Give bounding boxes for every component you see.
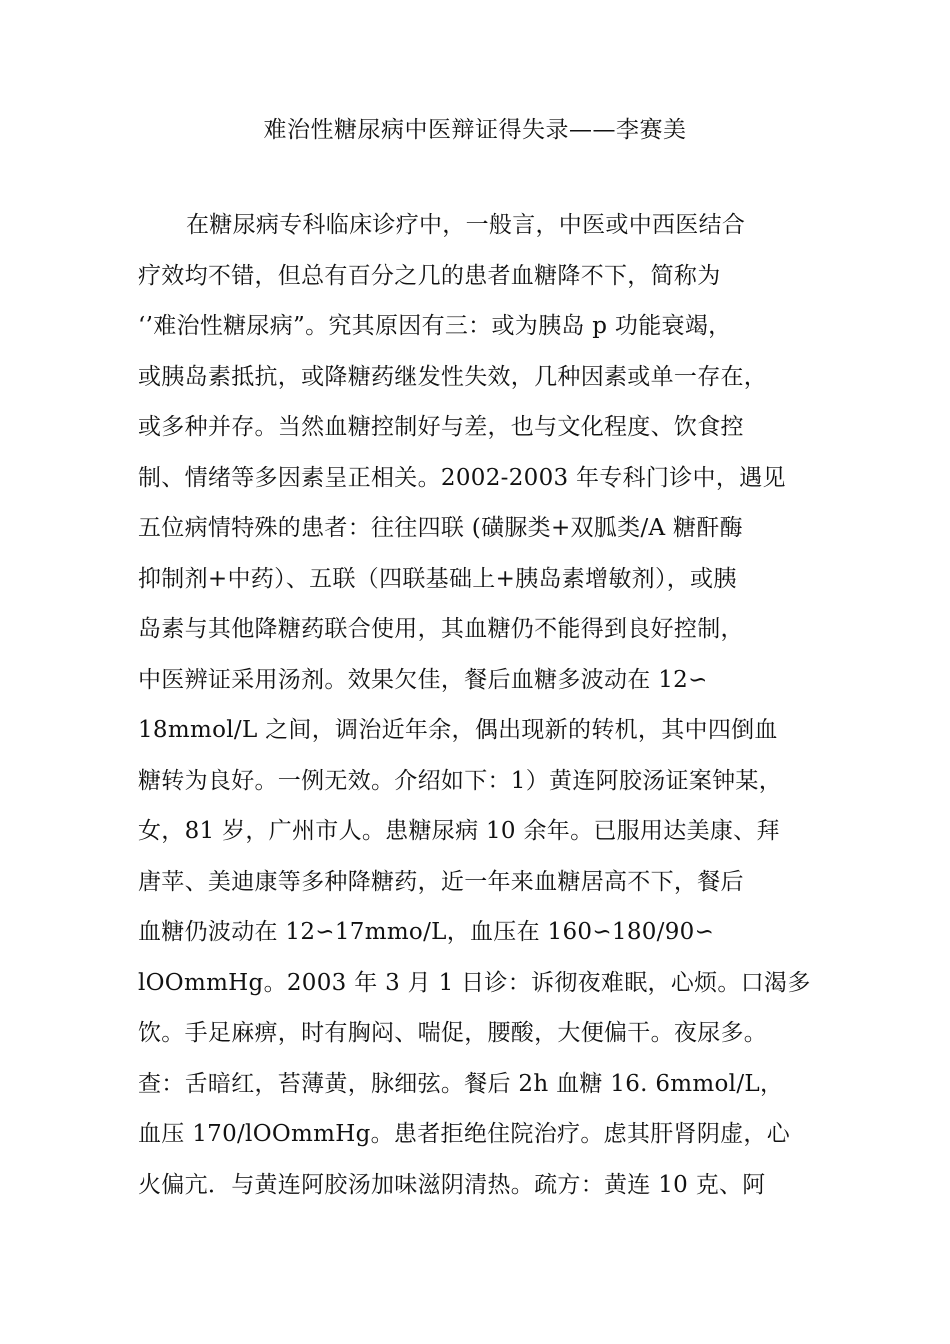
paragraph-line: 或胰岛素抵抗，或降糖药继发性失效，几种因素或单一存在， xyxy=(138,363,768,390)
paragraph-line: 制、情绪等多因素呈正相关。2002-2003 年专科门诊中，遇见 xyxy=(138,464,786,491)
paragraph-line: 中医辨证采用汤剂。效果欠佳，餐后血糖多波动在 12∽ xyxy=(138,666,708,693)
paragraph-line: 血压 170/lOOmmHg。患者拒绝住院治疗。虑其肝肾阴虚，心 xyxy=(138,1121,791,1147)
paragraph-line: 查：舌暗红，苔薄黄，脉细弦。餐后 2h 血糖 16. 6mmol/L， xyxy=(138,1070,784,1097)
paragraph-line: 五位病情特殊的患者：往往四联 (磺脲类+双胍类/A 糖酐酶 xyxy=(138,515,743,541)
paragraph-line: 火偏亢．与黄连阿胶汤加味滋阴清热。疏方：黄连 10 克、阿 xyxy=(138,1171,766,1198)
paragraph-line: 或多种并存。当然血糖控制好与差，也与文化程度、饮食控 xyxy=(138,414,744,440)
paragraph-line: 女，81 岁，广州市人。患糖尿病 10 余年。已服用达美康、拜 xyxy=(138,818,780,844)
paragraph-line: 糖转为良好。一例无效。介绍如下：1）黄连阿胶汤证案钟某， xyxy=(138,767,783,794)
document-title: 难治性糖尿病中医辩证得失录——李赛美 xyxy=(263,117,687,143)
paragraph-line: 岛素与其他降糖药联合使用，其血糖仍不能得到良好控制， xyxy=(138,616,744,642)
paragraph-line: 18mmol/L 之间，调治近年余，偶出现新的转机，其中四倒血 xyxy=(138,717,778,743)
paragraph-line: 抑制剂+中药）、五联（四联基础上+胰岛素增敏剂），或胰 xyxy=(138,565,737,592)
paragraph-line: lOOmmHg。2003 年 3 月 1 日诊：诉彻夜难眠，心烦。口渴多 xyxy=(138,969,811,996)
paragraph-line: 血糖仍波动在 12∽17mmo/L，血压在 160∽180/90∽ xyxy=(138,919,715,945)
paragraph-line: 唐苹、美迪康等多种降糖药，近一年来血糖居高不下，餐后 xyxy=(138,868,744,895)
paragraph-line: 饮。手足麻痹，时有胸闷、喘促，腰酸，大便偏干。夜尿多。 xyxy=(138,1020,768,1046)
paragraph-line: 疗效均不错，但总有百分之几的患者血糖降不下，简称为 xyxy=(138,262,721,289)
paragraph-line: ‘’难治性糖尿病”。究其原因有三：或为胰岛 p 功能衰竭， xyxy=(138,313,732,339)
paragraph-line: 在糖尿病专科临床诊疗中，一般言，中医或中西医结合 xyxy=(186,212,746,238)
document-body xyxy=(138,207,858,1217)
